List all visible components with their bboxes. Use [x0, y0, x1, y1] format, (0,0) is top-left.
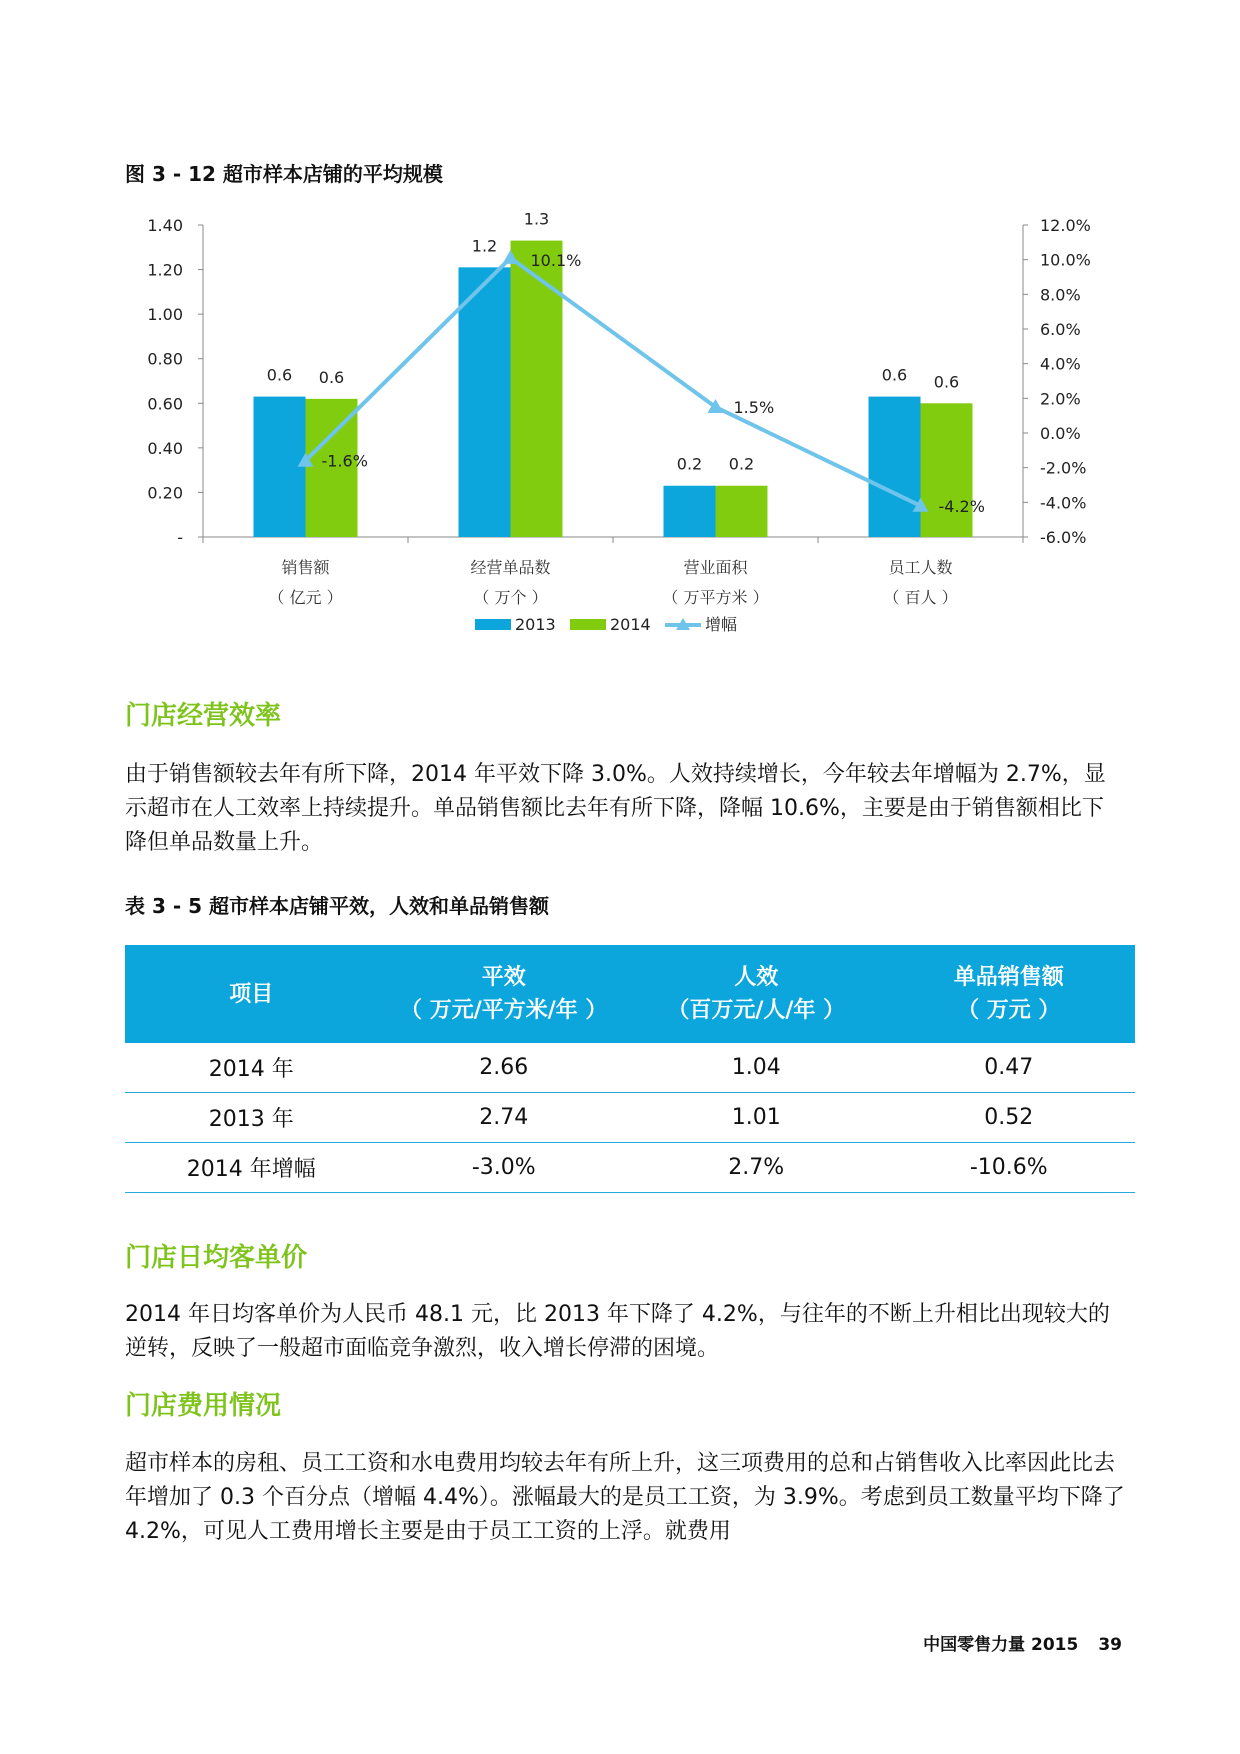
left-tick-label: 1.20: [147, 260, 183, 280]
table-header-row: [125, 945, 1135, 1043]
table-cell: 0.47: [883, 1043, 1136, 1093]
bar-2014: [511, 241, 563, 537]
growth-data-label: -1.6%: [321, 451, 368, 471]
legend-label: 2014: [610, 615, 651, 634]
category-label: 营业面积: [683, 558, 748, 577]
table-cell: 0.52: [883, 1093, 1136, 1143]
category-unit-label: （ 百人 ）: [883, 588, 958, 607]
header-line1: 人效: [734, 965, 779, 990]
header-line2: （百万元/人/年 ）: [667, 998, 846, 1023]
left-tick-label: 0.80: [147, 349, 183, 369]
right-tick-label: 0.0%: [1040, 424, 1081, 443]
bar-2014: [716, 486, 768, 537]
left-tick-label: 0.60: [147, 394, 183, 414]
header-line1: 项目: [229, 981, 274, 1007]
legend-label: 2013: [515, 615, 556, 634]
right-tick-label: -6.0%: [1040, 528, 1087, 547]
publication-name: 中国零售力量 2015: [923, 1635, 1079, 1655]
table-cell: 2.66: [378, 1043, 631, 1093]
growth-line: [306, 258, 921, 506]
table-cell: 2.74: [378, 1093, 631, 1143]
category-label: 销售额: [281, 558, 330, 577]
page-footer: [923, 1630, 1122, 1655]
right-tick-label: 6.0%: [1040, 320, 1081, 339]
header-line2: （ 万元 ）: [957, 998, 1061, 1023]
bar-data-label: 0.6: [318, 367, 345, 387]
category-unit-label: （ 万个 ）: [473, 588, 548, 607]
header-cell: [125, 945, 378, 1043]
page-number: 39: [1098, 1635, 1122, 1655]
category-label: 员工人数: [888, 558, 953, 577]
bar-data-label: 0.6: [881, 365, 908, 385]
section-heading-efficiency: 门店经营效率: [125, 701, 282, 731]
table-cell: 2014 年增幅: [125, 1143, 378, 1193]
right-tick-label: 12.0%: [1040, 216, 1091, 235]
right-tick-label: 8.0%: [1040, 285, 1081, 305]
bar-2013: [254, 397, 306, 537]
table-cell: 2.7%: [630, 1143, 883, 1193]
right-tick-label: 10.0%: [1040, 250, 1091, 270]
table-cell: 2013 年: [125, 1093, 378, 1143]
left-tick-label: 1.40: [147, 216, 183, 235]
category-unit-label: （ 万平方米 ）: [662, 588, 769, 607]
table-row: [125, 1043, 1135, 1093]
legend-swatch: [475, 619, 511, 630]
category-unit-label: （ 亿元 ）: [268, 588, 343, 607]
legend-swatch: [570, 619, 606, 630]
growth-data-label: -4.2%: [938, 496, 985, 516]
header-line1: 平效: [481, 965, 526, 990]
header-cell: [630, 945, 883, 1043]
table-row: [125, 1093, 1135, 1143]
bar-2013: [664, 486, 716, 537]
figure-title: 图 3 - 12 超市样本店铺的平均规模: [125, 162, 443, 186]
table-row: [125, 1143, 1135, 1193]
legend-label: 增幅: [705, 615, 738, 634]
bar-2013: [459, 267, 511, 537]
bar-2013: [869, 397, 921, 537]
table-cell: -10.6%: [883, 1143, 1136, 1193]
table-cell: -3.0%: [378, 1143, 631, 1193]
paragraph-avg-price: 2014 年日均客单价为人民币 48.1 元，比 2013 年下降了 4.2%，与往年的不断上升相比出现较大的逆转，反映了一般超市面临竞争激烈，收入增长停滞的困境。: [125, 1302, 1110, 1361]
header-cell: [378, 945, 631, 1043]
table-title: 表 3 - 5 超市样本店铺平效，人效和单品销售额: [125, 894, 549, 918]
left-tick-label: 0.40: [147, 438, 183, 458]
growth-data-label: 1.5%: [733, 398, 775, 417]
header-line2: （ 万元/平方米/年 ）: [400, 998, 608, 1023]
right-tick-label: 4.0%: [1040, 354, 1081, 374]
right-tick-label: -4.0%: [1040, 493, 1087, 513]
bar-line-chart: [125, 205, 1125, 665]
table-cell: 1.01: [630, 1093, 883, 1143]
bar-data-label: 1.3: [523, 209, 550, 229]
table-cell: 2014 年: [125, 1043, 378, 1093]
table-cell: 1.04: [630, 1043, 883, 1093]
right-tick-label: 2.0%: [1040, 389, 1081, 409]
left-tick-label: 1.00: [147, 305, 183, 325]
paragraph-efficiency: 由于销售额较去年有所下降，2014 年平效下降 3.0%。人效持续增长，今年较去年增幅为 2.7%，显示超市在人工效率上持续提升。单品销售额比去年有所下降，降幅 10.6%，主要是由于销售额相比下降但单品数量上升。: [125, 762, 1106, 855]
bar-2014: [921, 403, 973, 537]
bar-data-label: 0.6: [266, 365, 293, 385]
header-line1: 单品销售额: [953, 965, 1064, 990]
bar-data-label: 0.2: [676, 454, 703, 474]
left-tick-label: -: [177, 528, 183, 547]
bar-data-label: 0.2: [728, 454, 755, 474]
header-cell: [883, 945, 1136, 1043]
category-label: 经营单品数: [470, 558, 551, 577]
section-heading-avg-price: 门店日均客单价: [125, 1243, 308, 1273]
growth-data-label: 10.1%: [530, 250, 582, 270]
bar-data-label: 0.6: [933, 372, 960, 392]
section-heading-expense: 门店费用情况: [125, 1391, 282, 1421]
efficiency-table: [125, 945, 1135, 1193]
right-tick-label: -2.0%: [1040, 458, 1087, 478]
left-tick-label: 0.20: [147, 483, 183, 503]
paragraph-expense: 超市样本的房租、员工工资和水电费用均较去年有所上升，这三项费用的总和占销售收入比率因此比去年增加了 0.3 个百分点（增幅 4.4%）。涨幅最大的是员工工资，为 3.9%。考虑到员工数量平均下降了 4.2%，可见人工费用增长主要是由于员工工资的上浮。就费用: [125, 1451, 1125, 1544]
bar-data-label: 1.2: [471, 236, 498, 256]
